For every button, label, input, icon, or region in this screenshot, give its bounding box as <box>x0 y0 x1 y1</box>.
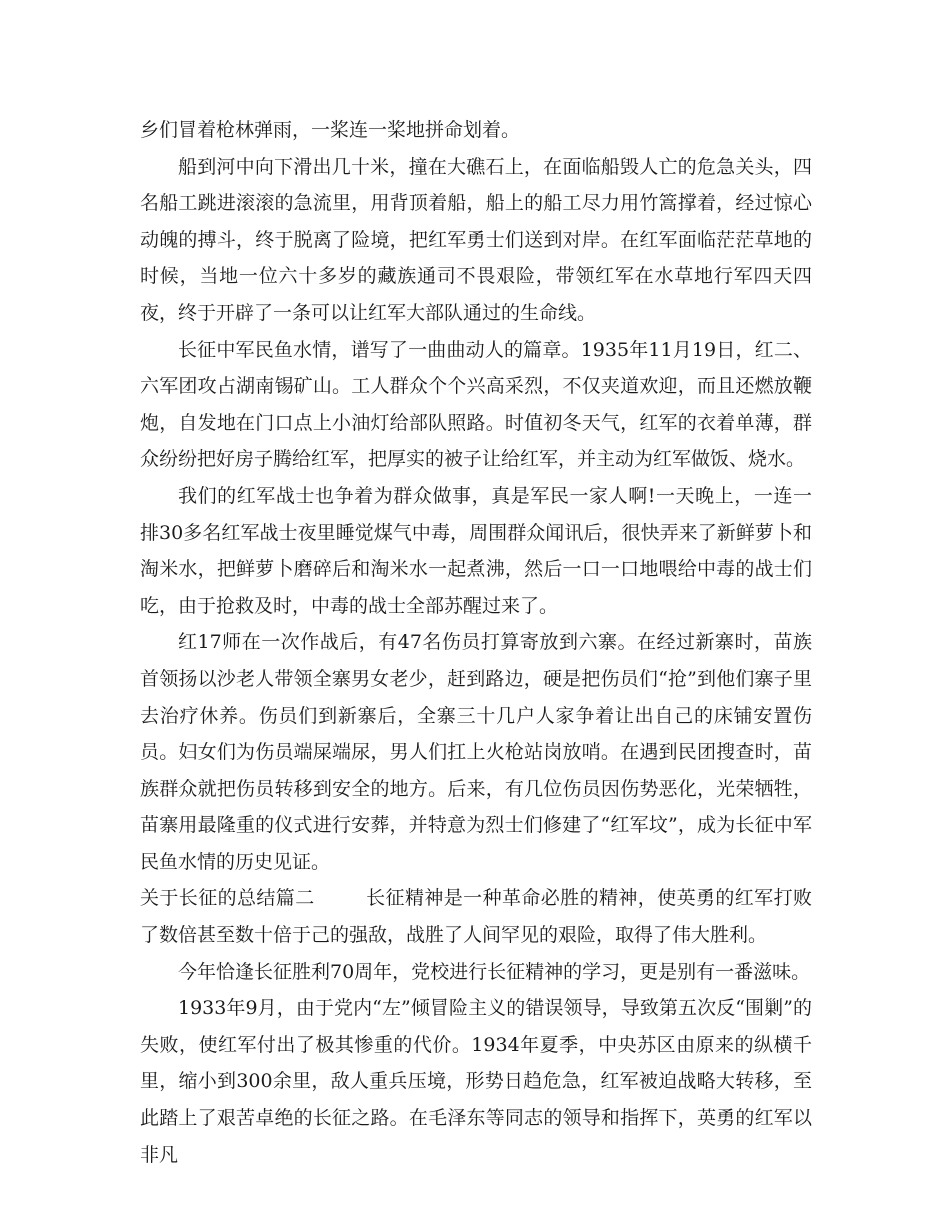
document-body <box>140 112 812 1173</box>
paragraph: 1933年9月，由于党内“左”倾冒险主义的错误领导，导致第五次反“围剿”的失败，使红军付出了极其惨重的代价。1934年夏季，中央苏区由原来的纵横千里，缩小到300余里，敌人重兵压境，形势日趋危急，红军被迫战略大转移，至此踏上了艰苦卓绝的长征之路。在毛泽东等同志的领导和指挥下，英勇的红军以非凡 <box>140 997 812 1166</box>
paragraph: 我们的红军战士也争着为群众做事，真是军民一家人啊!一天晚上，一连一排30多名红军战士夜里睡觉煤气中毒，周围群众闻讯后，很快弄来了新鲜萝卜和淘米水，把鲜萝卜磨碎后和淘米水一起煮沸，然后一口一口地喂给中毒的战士们吃，由于抢救及时，中毒的战士全部苏醒过来了。 <box>140 484 812 617</box>
section-paragraph <box>140 880 812 953</box>
section-first-text: 长征精神是一种革命必胜的精神，使英勇的红军打败了数倍甚至数十倍于己的强敌，战胜了人间罕见的艰险，取得了伟大胜利。 <box>140 887 812 947</box>
paragraph: 乡们冒着枪林弹雨，一桨连一桨地拼命划着。 <box>140 119 521 141</box>
paragraph: 今年恰逢长征胜利70周年，党校进行长征精神的学习，更是别有一番滋味。 <box>178 960 811 983</box>
heading-gap <box>315 887 367 909</box>
section-heading: 关于长征的总结篇二 <box>140 887 315 910</box>
paragraph: 长征中军民鱼水情，谱写了一曲曲动人的篇章。1935年11月19日，红二、六军团攻占湖南锡矿山。工人群众个个兴高采烈，不仅夹道欢迎，而且还燃放鞭炮，自发地在门口点上小油灯给部队照路。时值初冬天气，红军的衣着单薄，群众纷纷把好房子腾给红军，把厚实的被子让给红军，并主动为红军做饭、烧水。 <box>140 338 812 471</box>
paragraph: 红17师在一次作战后，有47名伤员打算寄放到六寨。在经过新寨时，苗族首领扬以沙老人带领全寨男女老少，赶到路边，硬是把伤员们“抢”到他们寨子里去治疗休养。伤员们到新寨后，全寨三十几户人家争着让出自己的床铺安置伤员。妇女们为伤员端屎端尿，男人们扛上火枪站岗放哨。在遇到民团搜查时，苗族群众就把伤员转移到安全的地方。后来，有几位伤员因伤势恶化，光荣牺牲，苗寨用最隆重的仪式进行安葬，并特意为烈士们修建了“红军坟”，成为长征中军民鱼水情的历史见证。 <box>140 631 812 873</box>
paragraph: 船到河中向下滑出几十米，撞在大礁石上，在面临船毁人亡的危急关头，四名船工跳进滚滚的急流里，用背顶着船，船上的船工尽力用竹篙撑着，经过惊心动魄的搏斗，终于脱离了险境，把红军勇士们送到对岸。在红军面临茫茫草地的时候，当地一位六十多岁的藏族通司不畏艰险，带领红军在水草地行军四天四夜，终于开辟了一条可以让红军大部队通过的生命线。 <box>140 155 812 324</box>
